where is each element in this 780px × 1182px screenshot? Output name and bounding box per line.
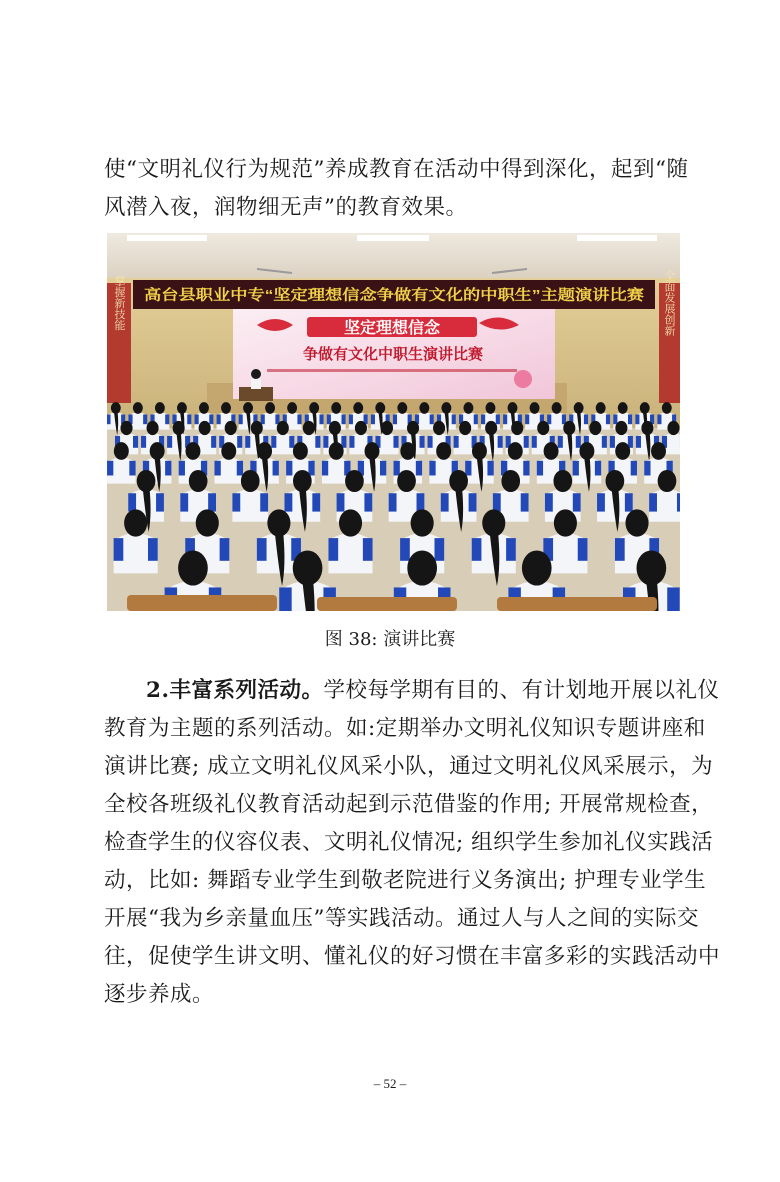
student-head	[407, 550, 437, 585]
student-head	[293, 442, 308, 460]
section-line-1: 学校每学期有目的、有计划地开展以礼仪	[323, 678, 720, 703]
section-line-8: 往，促使学生讲文明、懂礼仪的好习惯在丰富多彩的实践活动中	[104, 944, 721, 969]
section-line-6: 动，比如: 舞蹈专业学生到敬老院进行义务演出; 护理专业学生	[104, 868, 707, 893]
student-sleeve	[573, 461, 579, 476]
section-line-4: 全校各班级礼仪教育活动起到示范借鉴的作用; 开展常规检查，	[104, 792, 714, 817]
student-head	[147, 421, 159, 435]
student-sleeve	[429, 461, 435, 476]
student-sleeve	[187, 414, 191, 424]
student-head	[486, 402, 496, 414]
student-sleeve	[472, 538, 482, 561]
screen-title-2: 争做有文化中职生演讲比赛	[302, 346, 484, 363]
student-sleeve	[628, 414, 632, 424]
student-head	[411, 509, 434, 536]
student-sleeve	[452, 414, 456, 424]
student-sleeve	[547, 414, 551, 424]
student-sleeve	[209, 414, 213, 424]
student-sleeve	[498, 436, 503, 448]
student-sleeve	[349, 436, 354, 448]
student-sleeve	[337, 493, 345, 511]
student-head	[339, 509, 362, 536]
student-sleeve	[315, 436, 320, 448]
figure-caption: 图 38: 演讲比赛	[324, 629, 456, 650]
student-sleeve	[636, 436, 641, 448]
student-sleeve	[454, 436, 459, 448]
student-head	[553, 470, 572, 492]
student-sleeve	[167, 436, 172, 448]
student-sleeve	[284, 493, 292, 511]
student-sleeve	[496, 414, 500, 424]
student-head	[615, 421, 627, 435]
student-head	[353, 402, 363, 414]
student-sleeve	[239, 414, 243, 424]
student-sleeve	[107, 414, 111, 424]
student-sleeve	[525, 414, 529, 424]
student-sleeve	[107, 461, 113, 476]
student-head	[277, 421, 289, 435]
section-first-line	[104, 672, 720, 710]
student-sleeve	[578, 538, 588, 561]
student-sleeve	[389, 493, 397, 511]
student-head	[667, 421, 679, 435]
student-sleeve	[363, 538, 373, 561]
student-head	[501, 470, 520, 492]
student-sleeve	[524, 436, 529, 448]
student-head	[662, 402, 672, 414]
student-sleeve	[602, 436, 607, 448]
page-number: – 52 –	[373, 1076, 407, 1091]
student-head	[329, 442, 344, 460]
audience	[107, 402, 680, 611]
student-head	[589, 421, 601, 435]
student-head	[287, 402, 297, 414]
student-sleeve	[286, 461, 292, 476]
student-sleeve	[208, 493, 216, 511]
section-line-2: 教育为主题的系列活动。如:定期举办文明礼仪知识专题讲座和	[104, 716, 706, 741]
student-sleeve	[521, 493, 529, 511]
student-sleeve	[441, 493, 449, 511]
student-sleeve	[165, 414, 169, 424]
student-head	[331, 402, 341, 414]
student-head	[221, 442, 236, 460]
student-sleeve	[279, 587, 291, 611]
section-line-9: 逐步养成。	[104, 982, 215, 1007]
student-head	[303, 421, 315, 435]
student-head	[355, 421, 367, 435]
student-sleeve	[148, 538, 158, 561]
student-sleeve	[245, 436, 250, 448]
student-sleeve	[428, 436, 433, 448]
student-head	[522, 550, 552, 585]
student-sleeve	[420, 436, 425, 448]
student-head	[625, 509, 648, 536]
student-sleeve	[380, 461, 386, 476]
student-sleeve	[667, 587, 679, 611]
side-slogan-right	[663, 269, 676, 336]
student-sleeve	[341, 414, 345, 424]
podium	[239, 387, 273, 401]
student-sleeve	[595, 461, 601, 476]
speech-contest-photo	[107, 233, 680, 611]
student-head	[199, 402, 209, 414]
student-sleeve	[271, 436, 276, 448]
student-sleeve	[322, 461, 328, 476]
intro-line-1: 使“文明礼仪行为规范”养成教育在活动中得到深化，起到“随	[104, 157, 689, 182]
student-sleeve	[576, 436, 581, 448]
student-sleeve	[537, 461, 543, 476]
student-sleeve	[434, 538, 444, 561]
student-sleeve	[493, 493, 501, 511]
student-sleeve	[416, 461, 422, 476]
student-sleeve	[364, 493, 372, 511]
student-sleeve	[474, 414, 478, 424]
student-sleeve	[257, 538, 267, 561]
student-head	[196, 509, 219, 536]
student-sleeve	[606, 414, 610, 424]
student-sleeve	[394, 461, 400, 476]
student-sleeve	[635, 414, 639, 424]
student-sleeve	[625, 493, 633, 511]
student-sleeve	[237, 461, 243, 476]
student-sleeve	[503, 414, 507, 424]
svg-text:全面发展创新: 全面发展创新	[663, 270, 675, 336]
student-head	[381, 421, 393, 435]
student-sleeve	[481, 414, 485, 424]
student-sleeve	[323, 436, 328, 448]
student-sleeve	[465, 461, 471, 476]
student-sleeve	[532, 436, 537, 448]
student-head	[658, 470, 677, 492]
section-paragraph	[104, 672, 721, 1014]
student-head	[419, 402, 429, 414]
section-heading: 2.丰富系列活动。	[146, 678, 324, 703]
student-sleeve	[349, 414, 353, 424]
student-sleeve	[143, 414, 147, 424]
student-sleeve	[417, 493, 425, 511]
side-slogan-left	[113, 274, 126, 330]
student-sleeve	[114, 538, 124, 561]
intro-line-2: 风潜入夜，润物细无声”的教育效果。	[104, 195, 468, 220]
student-sleeve	[631, 461, 637, 476]
student-sleeve	[220, 538, 230, 561]
student-head	[511, 421, 523, 435]
student-sleeve	[558, 436, 563, 448]
student-head	[618, 402, 628, 414]
student-sleeve	[180, 493, 188, 511]
student-sleeve	[506, 538, 516, 561]
student-head	[544, 442, 559, 460]
student-sleeve	[319, 414, 323, 424]
student-sleeve	[237, 436, 242, 448]
student-sleeve	[260, 493, 268, 511]
student-head	[241, 470, 260, 492]
student-head	[155, 402, 165, 414]
student-sleeve	[327, 414, 331, 424]
student-sleeve	[129, 461, 135, 476]
student-head	[596, 402, 606, 414]
student-sleeve	[649, 493, 657, 511]
student-head	[189, 470, 208, 492]
student-sleeve	[523, 461, 529, 476]
student-sleeve	[273, 461, 279, 476]
student-head	[400, 442, 415, 460]
student-sleeve	[610, 436, 615, 448]
banner-text: 高台县职业中专“坚定理想信念争做有文化的中职生”主题演讲比赛	[144, 288, 565, 304]
student-sleeve	[545, 493, 553, 511]
student-head	[552, 402, 562, 414]
student-sleeve	[430, 414, 434, 424]
student-head	[114, 442, 129, 460]
student-head	[225, 421, 237, 435]
student-sleeve	[677, 493, 680, 511]
student-head	[554, 509, 577, 536]
student-sleeve	[217, 414, 221, 424]
student-head	[463, 402, 473, 414]
student-sleeve	[393, 436, 398, 448]
student-sleeve	[312, 493, 320, 511]
student-sleeve	[487, 461, 493, 476]
student-head	[120, 421, 132, 435]
student-sleeve	[232, 493, 240, 511]
student-head	[397, 470, 416, 492]
student-head	[651, 442, 666, 460]
student-sleeve	[613, 414, 617, 424]
section-line-3: 演讲比赛; 成立文明礼仪风采小队，通过文明礼仪风采展示，为	[104, 754, 714, 779]
student-head	[199, 421, 211, 435]
student-sleeve	[615, 538, 625, 561]
student-sleeve	[371, 414, 375, 424]
section-line-5: 检查学生的仪容仪表、文明礼仪情况; 组织学生参加礼仪实践活	[104, 830, 714, 855]
student-sleeve	[657, 414, 661, 424]
student-head	[459, 421, 471, 435]
student-head	[508, 442, 523, 460]
student-head	[433, 421, 445, 435]
student-head	[615, 442, 630, 460]
student-head	[397, 402, 407, 414]
student-sleeve	[328, 538, 338, 561]
student-head	[178, 550, 208, 585]
student-sleeve	[469, 493, 477, 511]
student-head	[133, 402, 143, 414]
student-head	[345, 470, 364, 492]
student-sleeve	[400, 538, 410, 561]
student-sleeve	[573, 493, 581, 511]
student-head	[530, 402, 540, 414]
student-sleeve	[156, 493, 164, 511]
student-sleeve	[211, 436, 216, 448]
student-head	[537, 421, 549, 435]
student-sleeve	[308, 461, 314, 476]
student-sleeve	[393, 414, 397, 424]
student-sleeve	[165, 461, 171, 476]
svg-text:掌握新技能: 掌握新技能	[113, 275, 125, 331]
student-sleeve	[261, 414, 265, 424]
student-sleeve	[644, 461, 650, 476]
student-sleeve	[584, 414, 588, 424]
intro-paragraph	[104, 151, 689, 227]
student-sleeve	[133, 436, 138, 448]
student-head	[185, 442, 200, 460]
student-sleeve	[297, 414, 301, 424]
screen-title-1: 坚定理想信念	[343, 320, 441, 337]
student-sleeve	[141, 436, 146, 448]
student-sleeve	[597, 493, 605, 511]
section-line-7: 开展“我为乡亲量血压”等实践活动。通过人与人之间的实际交	[104, 906, 699, 931]
student-sleeve	[214, 461, 220, 476]
student-sleeve	[289, 436, 294, 448]
student-head	[436, 442, 451, 460]
student-sleeve	[179, 461, 185, 476]
student-sleeve	[128, 493, 136, 511]
student-head	[124, 509, 147, 536]
student-head	[265, 402, 275, 414]
student-sleeve	[195, 414, 199, 424]
student-head	[221, 402, 231, 414]
